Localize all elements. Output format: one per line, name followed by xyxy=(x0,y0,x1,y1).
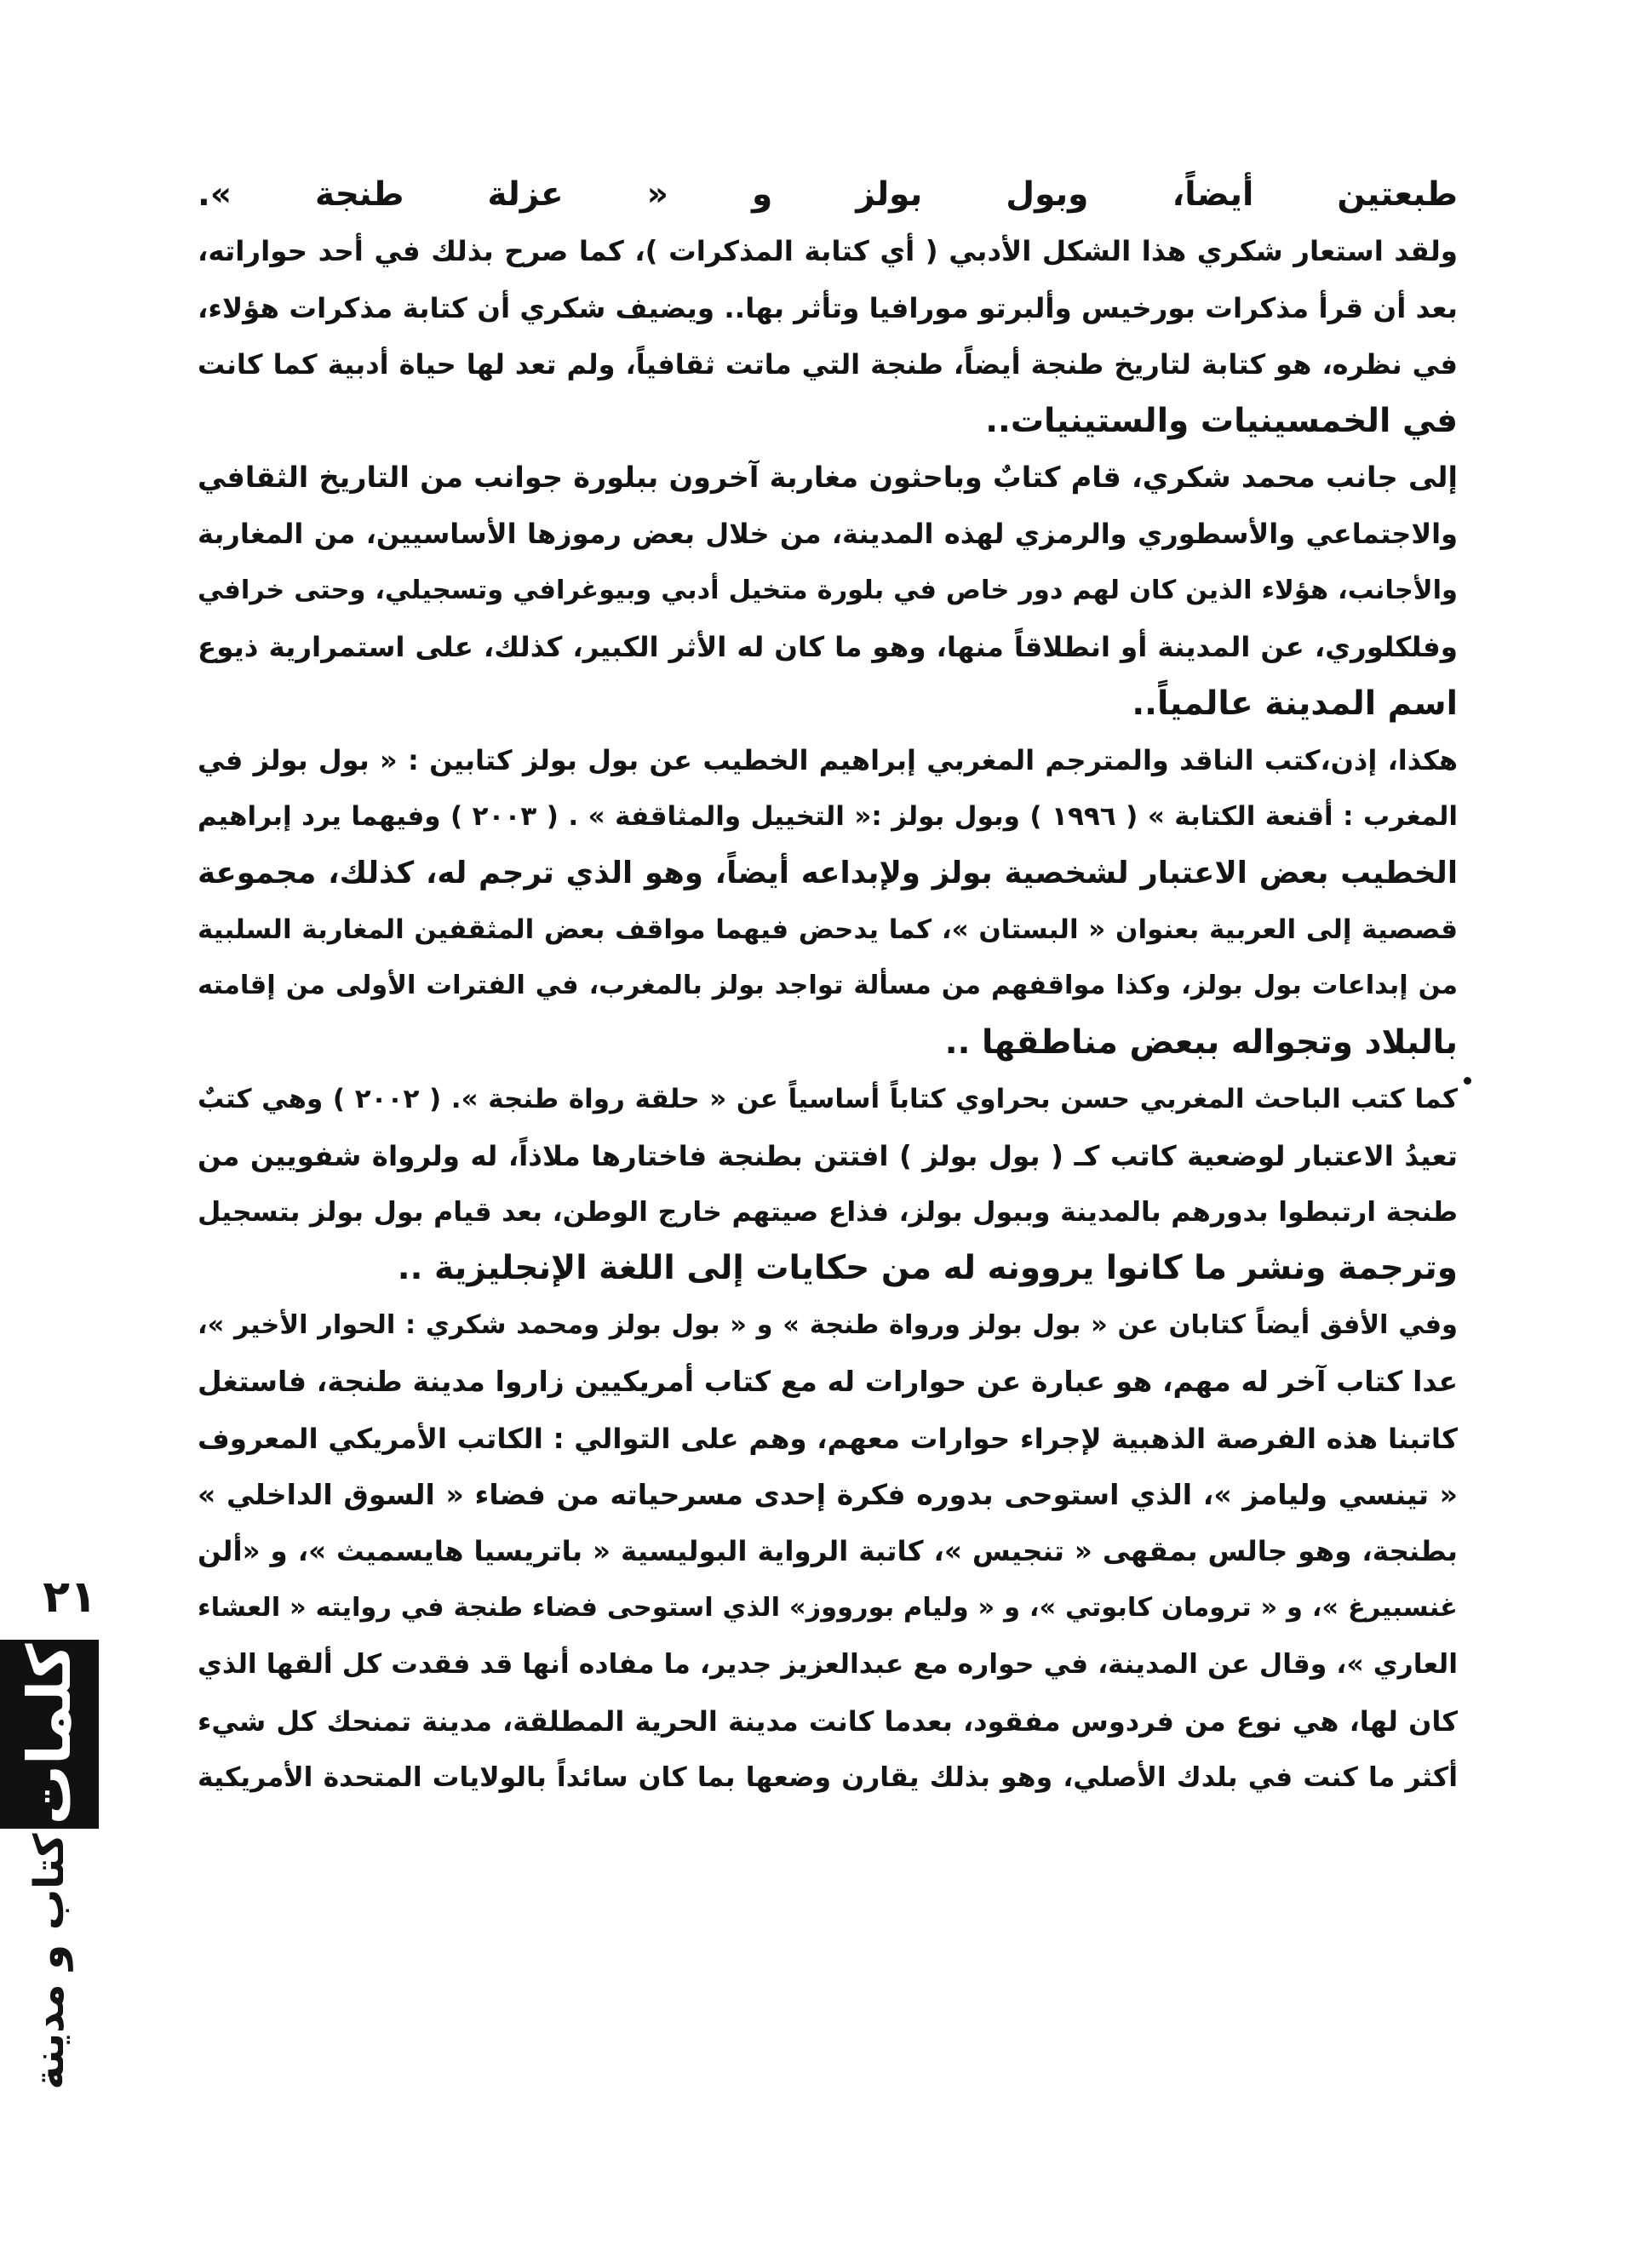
text-line: ولقد استعار شكري هذا الشكل الأدبي ( أي كتابة المذكرات )، كما صرح بذلك في أحد حواراته، xyxy=(198,235,1458,268)
text-line: بعد أن قرأ مذكرات بورخيس وألبرتو مورافيا وتأثر بها.. ويضيف شكري أن كتابة مذكرات هؤلاء، xyxy=(198,291,1458,324)
text-line: اسم المدينة عالمياً.. xyxy=(1132,684,1458,723)
body-text xyxy=(198,167,1458,1806)
text-line: والاجتماعي والأسطوري والرمزي لهذه المدينة، من خلال بعض رموزها الأساسيين، من المغاربة xyxy=(198,518,1458,551)
text-line: العاري »، وقال عن المدينة، في حواره مع عبدالعزيز جدير، ما مفاده أنها قد فقدت كل ألقها الذي xyxy=(198,1649,1458,1681)
text-line: كان لها، هي نوع من فردوس مفقود، بعدما كانت مدينة الحرية المطلقة، مدينة تمنحك كل شيء xyxy=(198,1704,1458,1738)
text-line: تعيدُ الاعتبار لوضعية كاتب كـ ( بول بولز ) افتتن بطنجة فاختارها ملاذاً، له ولرواة شفويين من xyxy=(198,1139,1458,1172)
text-line: « تينسي وليامز »، الذي استوحى بدوره فكرة إحدى مسرحياته من فضاء « السوق الداخلي » xyxy=(198,1477,1458,1511)
text-line: طبعتين أيضاً، وبول بولز و « عزلة طنجة ». xyxy=(198,175,1458,214)
text-line: وفلكلوري، عن المدينة أو انطلاقاً منها، وهو ما كان له الأثر الكبير، كذلك، على استمرارية ذيوع xyxy=(198,631,1458,664)
text-line: الخطيب بعض الاعتبار لشخصية بولز ولإبداعه أيضاً، وهو الذي ترجم له، كذلك، مجموعة xyxy=(198,855,1458,891)
text-line: والأجانب، هؤلاء الذين كان لهم دور خاص في بلورة متخيل أدبي وبيوغرافي وتسجيلي، وحتى خرافي xyxy=(198,575,1458,605)
section-label: كتاب و مدينة xyxy=(26,1833,73,2090)
text-line: المغرب : أقنعة الكتابة » ( ١٩٩٦ ) وبول بولز :« التخييل والمثاقفة » . ( ٢٠٠٣ ) وفيهما يرد إبراهيم xyxy=(198,801,1458,833)
text-line: وفي الأفق أيضاً كتابان عن « بول بولز ورواة طنجة » و « بول بولز ومحمد شكري : الحوار الأخير »، xyxy=(198,1309,1458,1340)
page-number: ٢١ xyxy=(43,1572,97,1623)
text-line: كاتبنا هذه الفرصة الذهبية لإجراء حوارات معهم، وهم على التوالي : الكاتب الأمريكي المعروف xyxy=(198,1422,1458,1455)
bullet-dot-icon xyxy=(1464,1077,1471,1085)
text-line: غنسبيرغ »، و « ترومان كابوتي »، و « وليام بورووز» الذي استوحى فضاء طنجة في روايته « العشاء xyxy=(198,1592,1458,1623)
text-line: هكذا، إذن،كتب الناقد والمترجم المغربي إبراهيم الخطيب عن بول بولز كتابين : « بول بولز في xyxy=(198,743,1458,776)
magazine-brand-label: كلمات xyxy=(14,1643,84,1825)
text-line: كما كتب الباحث المغربي حسن بحراوي كتاباً أساسياً عن « حلقة رواة طنجة ». ( ٢٠٠٢ ) وهي كتبٌ xyxy=(198,1084,1458,1115)
text-line: من إبداعات بول بولز، وكذا مواقفهم من مسألة تواجد بولز بالمغرب، في الفترات الأولى من إقامته xyxy=(198,971,1458,1001)
text-line: بالبلاد وتجواله ببعض مناطقها .. xyxy=(944,1022,1458,1062)
text-line: طنجة ارتبطوا بدورهم بالمدينة وببول بولز، فذاع صيتهم خارج الوطن، بعد قيام بول بولز بتسجيل xyxy=(198,1197,1458,1228)
text-line: في الخمسينيات والستينيات.. xyxy=(985,401,1458,440)
text-line: قصصية إلى العربية بعنوان « البستان »، كما يدحض فيهما مواقف بعض المثقفين المغاربة السلبية xyxy=(198,914,1458,946)
magazine-brand-box xyxy=(0,1640,99,1829)
text-line: أكثر ما كنت في بلدك الأصلي، وهو بذلك يقارن وضعها بما كان سائداً بالولايات المتحدة الأمريكية xyxy=(198,1761,1458,1793)
text-line: عدا كتاب آخر له مهم، هو عبارة عن حوارات له مع كتاب أمريكيين زاروا مدينة طنجة، فاستغل xyxy=(198,1365,1458,1399)
text-line: وترجمة ونشر ما كانوا يروونه له من حكايات إلى اللغة الإنجليزية .. xyxy=(397,1249,1458,1288)
text-line: في نظره، هو كتابة لتاريخ طنجة أيضاً، طنجة التي ماتت ثقافياً، ولم تعد لها حياة أدبية كما كانت xyxy=(198,348,1458,381)
text-line: إلى جانب محمد شكري، قام كتابٌ وباحثون مغاربة آخرون ببلورة جوانب من التاريخ الثقافي xyxy=(198,460,1458,494)
text-line: بطنجة، وهو جالس بمقهى « تنجيس »، كاتبة الرواية البوليسية « باتريسيا هايسميث »، و «ألن xyxy=(198,1535,1458,1568)
